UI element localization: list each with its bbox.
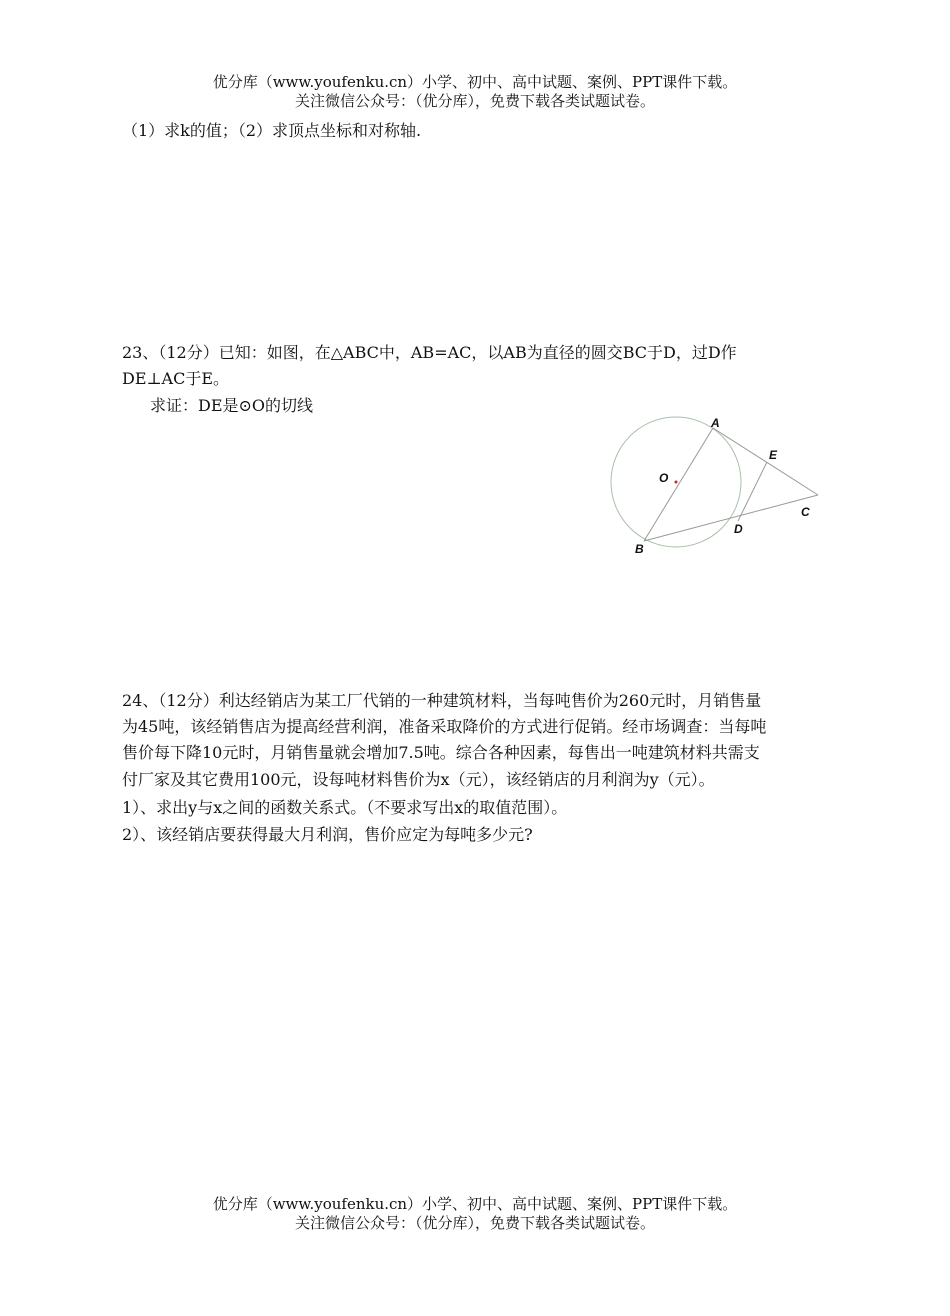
circle-triangle-diagram bbox=[605, 410, 835, 560]
label-o: O bbox=[659, 471, 669, 485]
q24-sub-2: 2）、该经销店要获得最大月利润，售价应定为每吨多少元? bbox=[122, 825, 533, 844]
segment-ab bbox=[644, 428, 713, 541]
label-e: E bbox=[769, 448, 778, 462]
q24-line-2: 为45吨，该经销售店为提高经营利润，准备采取降价的方式进行促销。经市场调查：当每吨 bbox=[122, 717, 767, 736]
q23-prove: 求证：DE是⊙O的切线 bbox=[150, 396, 314, 415]
header-line-2: 关注微信公众号：（优分库），免费下载各类试题试卷。 bbox=[294, 92, 655, 110]
geometry-figure bbox=[605, 410, 835, 564]
footer-line-2: 关注微信公众号：（优分库），免费下载各类试题试卷。 bbox=[294, 1214, 655, 1232]
label-a: A bbox=[711, 416, 720, 430]
label-c: C bbox=[801, 505, 810, 519]
label-b: B bbox=[635, 542, 644, 556]
q22-subquestions: （1）求k的值；（2）求顶点坐标和对称轴. bbox=[122, 121, 422, 140]
q24-line-4: 付厂家及其它费用100元，设每吨材料售价为x（元），该经销店的月利润为y（元）。 bbox=[122, 770, 715, 789]
q23-line-1: 23、（12分）已知：如图，在△ABC中，AB=AC，以AB为直径的圆交BC于D，过D作 bbox=[122, 343, 737, 362]
label-d: D bbox=[734, 522, 743, 536]
footer-line-1: 优分库（www.youfenku.cn）小学、初中、高中试题、案例、PPT课件下载。 bbox=[212, 1195, 738, 1213]
segment-bc bbox=[644, 495, 818, 541]
center-point-o bbox=[675, 481, 678, 484]
q23-line-2: DE⊥AC于E。 bbox=[122, 369, 230, 388]
q24-line-1: 24、（12分）利达经销店为某工厂代销的一种建筑材料，当每吨售价为260元时，月销售量 bbox=[122, 691, 762, 710]
segment-ac bbox=[713, 428, 818, 495]
q24-line-3: 售价每下降10元时，月销售量就会增加7.5吨。综合各种因素，每售出一吨建筑材料共需支 bbox=[122, 743, 760, 762]
q24-sub-1: 1）、求出y与x之间的函数关系式。（不要求写出x的取值范围）。 bbox=[122, 798, 568, 817]
header-line-1: 优分库（www.youfenku.cn）小学、初中、高中试题、案例、PPT课件下载。 bbox=[212, 73, 738, 91]
